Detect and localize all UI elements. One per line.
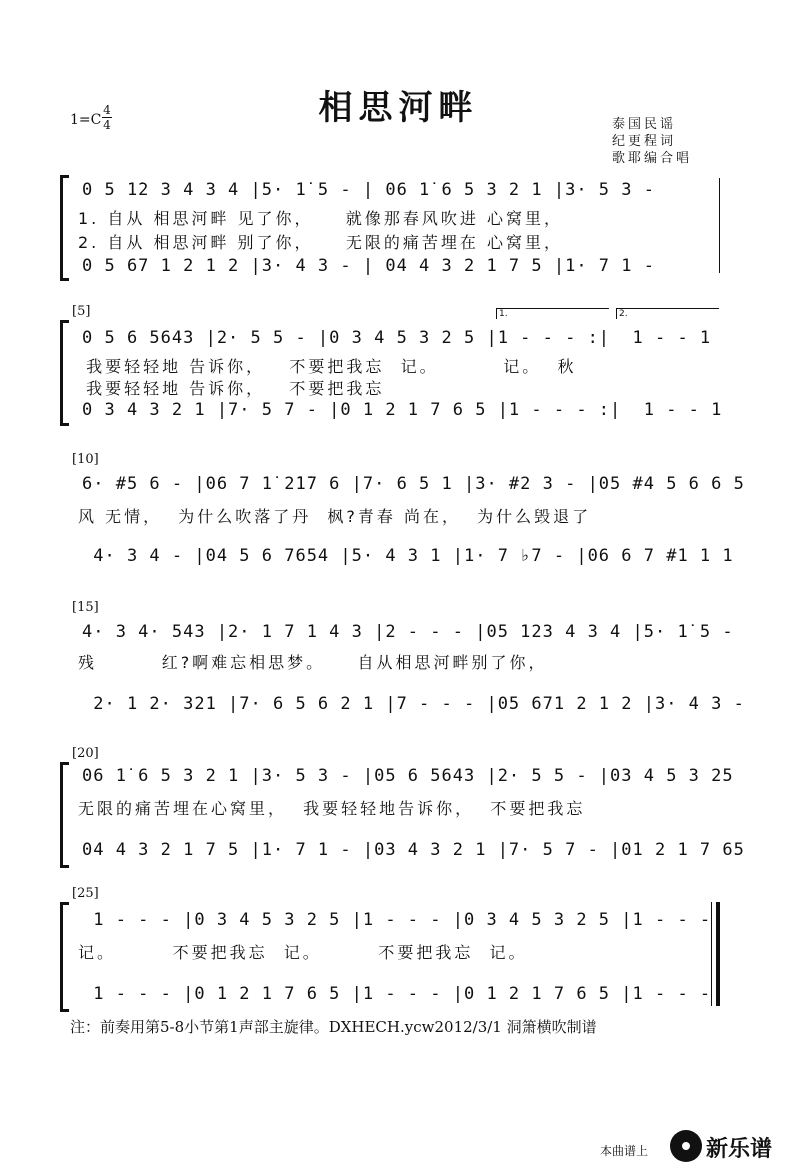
system-brace bbox=[60, 320, 69, 426]
volta-first-ending: 1. bbox=[496, 308, 609, 319]
score-system-3 bbox=[60, 450, 745, 580]
volta-second-ending: 2. bbox=[616, 308, 719, 319]
measure-number: [5] bbox=[72, 304, 91, 319]
measure-number: [15] bbox=[72, 600, 99, 615]
system-brace bbox=[60, 175, 69, 281]
key-signature: 1=C bbox=[70, 112, 102, 128]
measure-number: [10] bbox=[72, 452, 99, 467]
voice-2-notes: 2· 1 2· 321 |7· 6 5 6 2 1 |7 - - - |05 671 2 1 2 |3· 4 3 - bbox=[82, 694, 745, 714]
site-footer[interactable] bbox=[600, 1122, 790, 1166]
credit-origin: 泰国民谣 bbox=[612, 117, 677, 132]
site-logo-text: 新乐谱 bbox=[706, 1137, 773, 1162]
record-disc-icon bbox=[670, 1130, 702, 1162]
lyrics-verse-1: 我要轻轻地 告诉你， 不要把我忘 记。 记。 秋 bbox=[78, 357, 577, 376]
lyrics-verse-2: 我要轻轻地 告诉你， 不要把我忘 bbox=[78, 379, 385, 398]
credit-arranger: 歌耶编合唱 bbox=[612, 151, 693, 166]
voice-1-notes: 0 5 1̇2 3 4 3 4 |5· 1̇ 5 - | 06 1̇ 6 5 3 2 1 |3· 5 3 - bbox=[82, 180, 655, 200]
time-signature bbox=[102, 104, 112, 131]
voice-1-notes: 06 1̇ 6 5 3 2 1 |3· 5 3 - |05 6 5643 |2· 5 5 - |03 4 5 3 25 bbox=[82, 766, 734, 786]
voice-2-notes: 0 5 67 1 2 1 2 |3· 4 3 - | 04 4 3 2 1 7 5 |1· 7 1 - bbox=[82, 256, 655, 276]
meter-bottom: 4 bbox=[103, 118, 111, 132]
lyrics-verse-1: 1. 自从 相思河畔 见了你， 就像那春风吹进 心窝里， bbox=[78, 209, 563, 228]
score-note: 注：前奏用第5-8小节第1声部主旋律。DXHECH.ycw2012/3/1 洞箫横吹制谱 bbox=[70, 1018, 597, 1036]
footer-caption: 本曲谱上 bbox=[600, 1144, 649, 1158]
voice-2-notes: 1 - - - |0 1 2 1 7 6 5 |1 - - - |0 1 2 1 7 6 5 |1 - - - bbox=[82, 984, 712, 1004]
voice-1-notes: 1 - - - |0 3 4 5 3 2 5 |1 - - - |0 3 4 5 3 2 5 |1 - - - bbox=[82, 910, 712, 930]
measure-number: [20] bbox=[72, 746, 99, 761]
credits bbox=[612, 116, 692, 167]
voice-2-notes: 04 4 3 2 1 7 5 |1· 7 1 - |03 4 3 2 1 |7· 5 7 - |01 2 1 7 65 bbox=[82, 840, 745, 860]
lyrics-verse-2: 2. 自从 相思河畔 别了你， 无限的痛苦埋在 心窝里， bbox=[78, 233, 563, 252]
score-system-6 bbox=[60, 884, 720, 1014]
meter-top: 4 bbox=[103, 103, 111, 117]
voice-2-notes: 4· 3 4 - |04 5 6 7654 |5· 4 3 1 |1· 7 ♭7 - |06 6 7 #1 1 1 bbox=[82, 546, 734, 566]
lyrics: 无限的痛苦埋在心窝里， 我要轻轻地告诉你， 不要把我忘 bbox=[78, 799, 586, 818]
system-brace bbox=[60, 762, 69, 868]
score-system-4 bbox=[60, 598, 745, 728]
score-system-1 bbox=[60, 170, 720, 285]
voice-2-notes: 0 3 4 3 2 1 |7· 5 7 - |0 1 2 1 7 6 5 |1 - - - :| 1 - - 1 bbox=[82, 400, 723, 420]
voice-1-notes: 6· #5 6 - |06 7 1̇ 2̇1̇7 6 |7· 6 5 1 |3· #2 3 - |05 #4 5 6 6 5 bbox=[82, 474, 745, 494]
lyrics: 记。 不要把我忘 记。 不要把我忘 记。 bbox=[78, 943, 528, 962]
credit-lyricist: 纪更程词 bbox=[612, 134, 677, 149]
score-system-5 bbox=[60, 744, 745, 869]
measure-number: [25] bbox=[72, 886, 99, 901]
voice-1-notes: 4· 3 4· 543 |2· 1 7 1 4 3 |2 - - - |05 123 4 3 4 |5· 1̇ 5 - bbox=[82, 622, 734, 642]
lyrics: 残 红?啊难忘相思梦。 自从相思河畔别了你， bbox=[78, 653, 548, 672]
system-brace bbox=[60, 902, 69, 1012]
score-system-2 bbox=[60, 300, 723, 430]
voice-1-notes: 0 5 6 5643 |2· 5 5 - |0 3 4 5 3 2 5 |1 - - - :| 1 - - 1 bbox=[82, 328, 712, 348]
score-title: 相思河畔 bbox=[318, 88, 479, 128]
lyrics: 风 无情， 为什么吹落了丹 枫?青春 尚在， 为什么毁退了 bbox=[78, 507, 592, 526]
